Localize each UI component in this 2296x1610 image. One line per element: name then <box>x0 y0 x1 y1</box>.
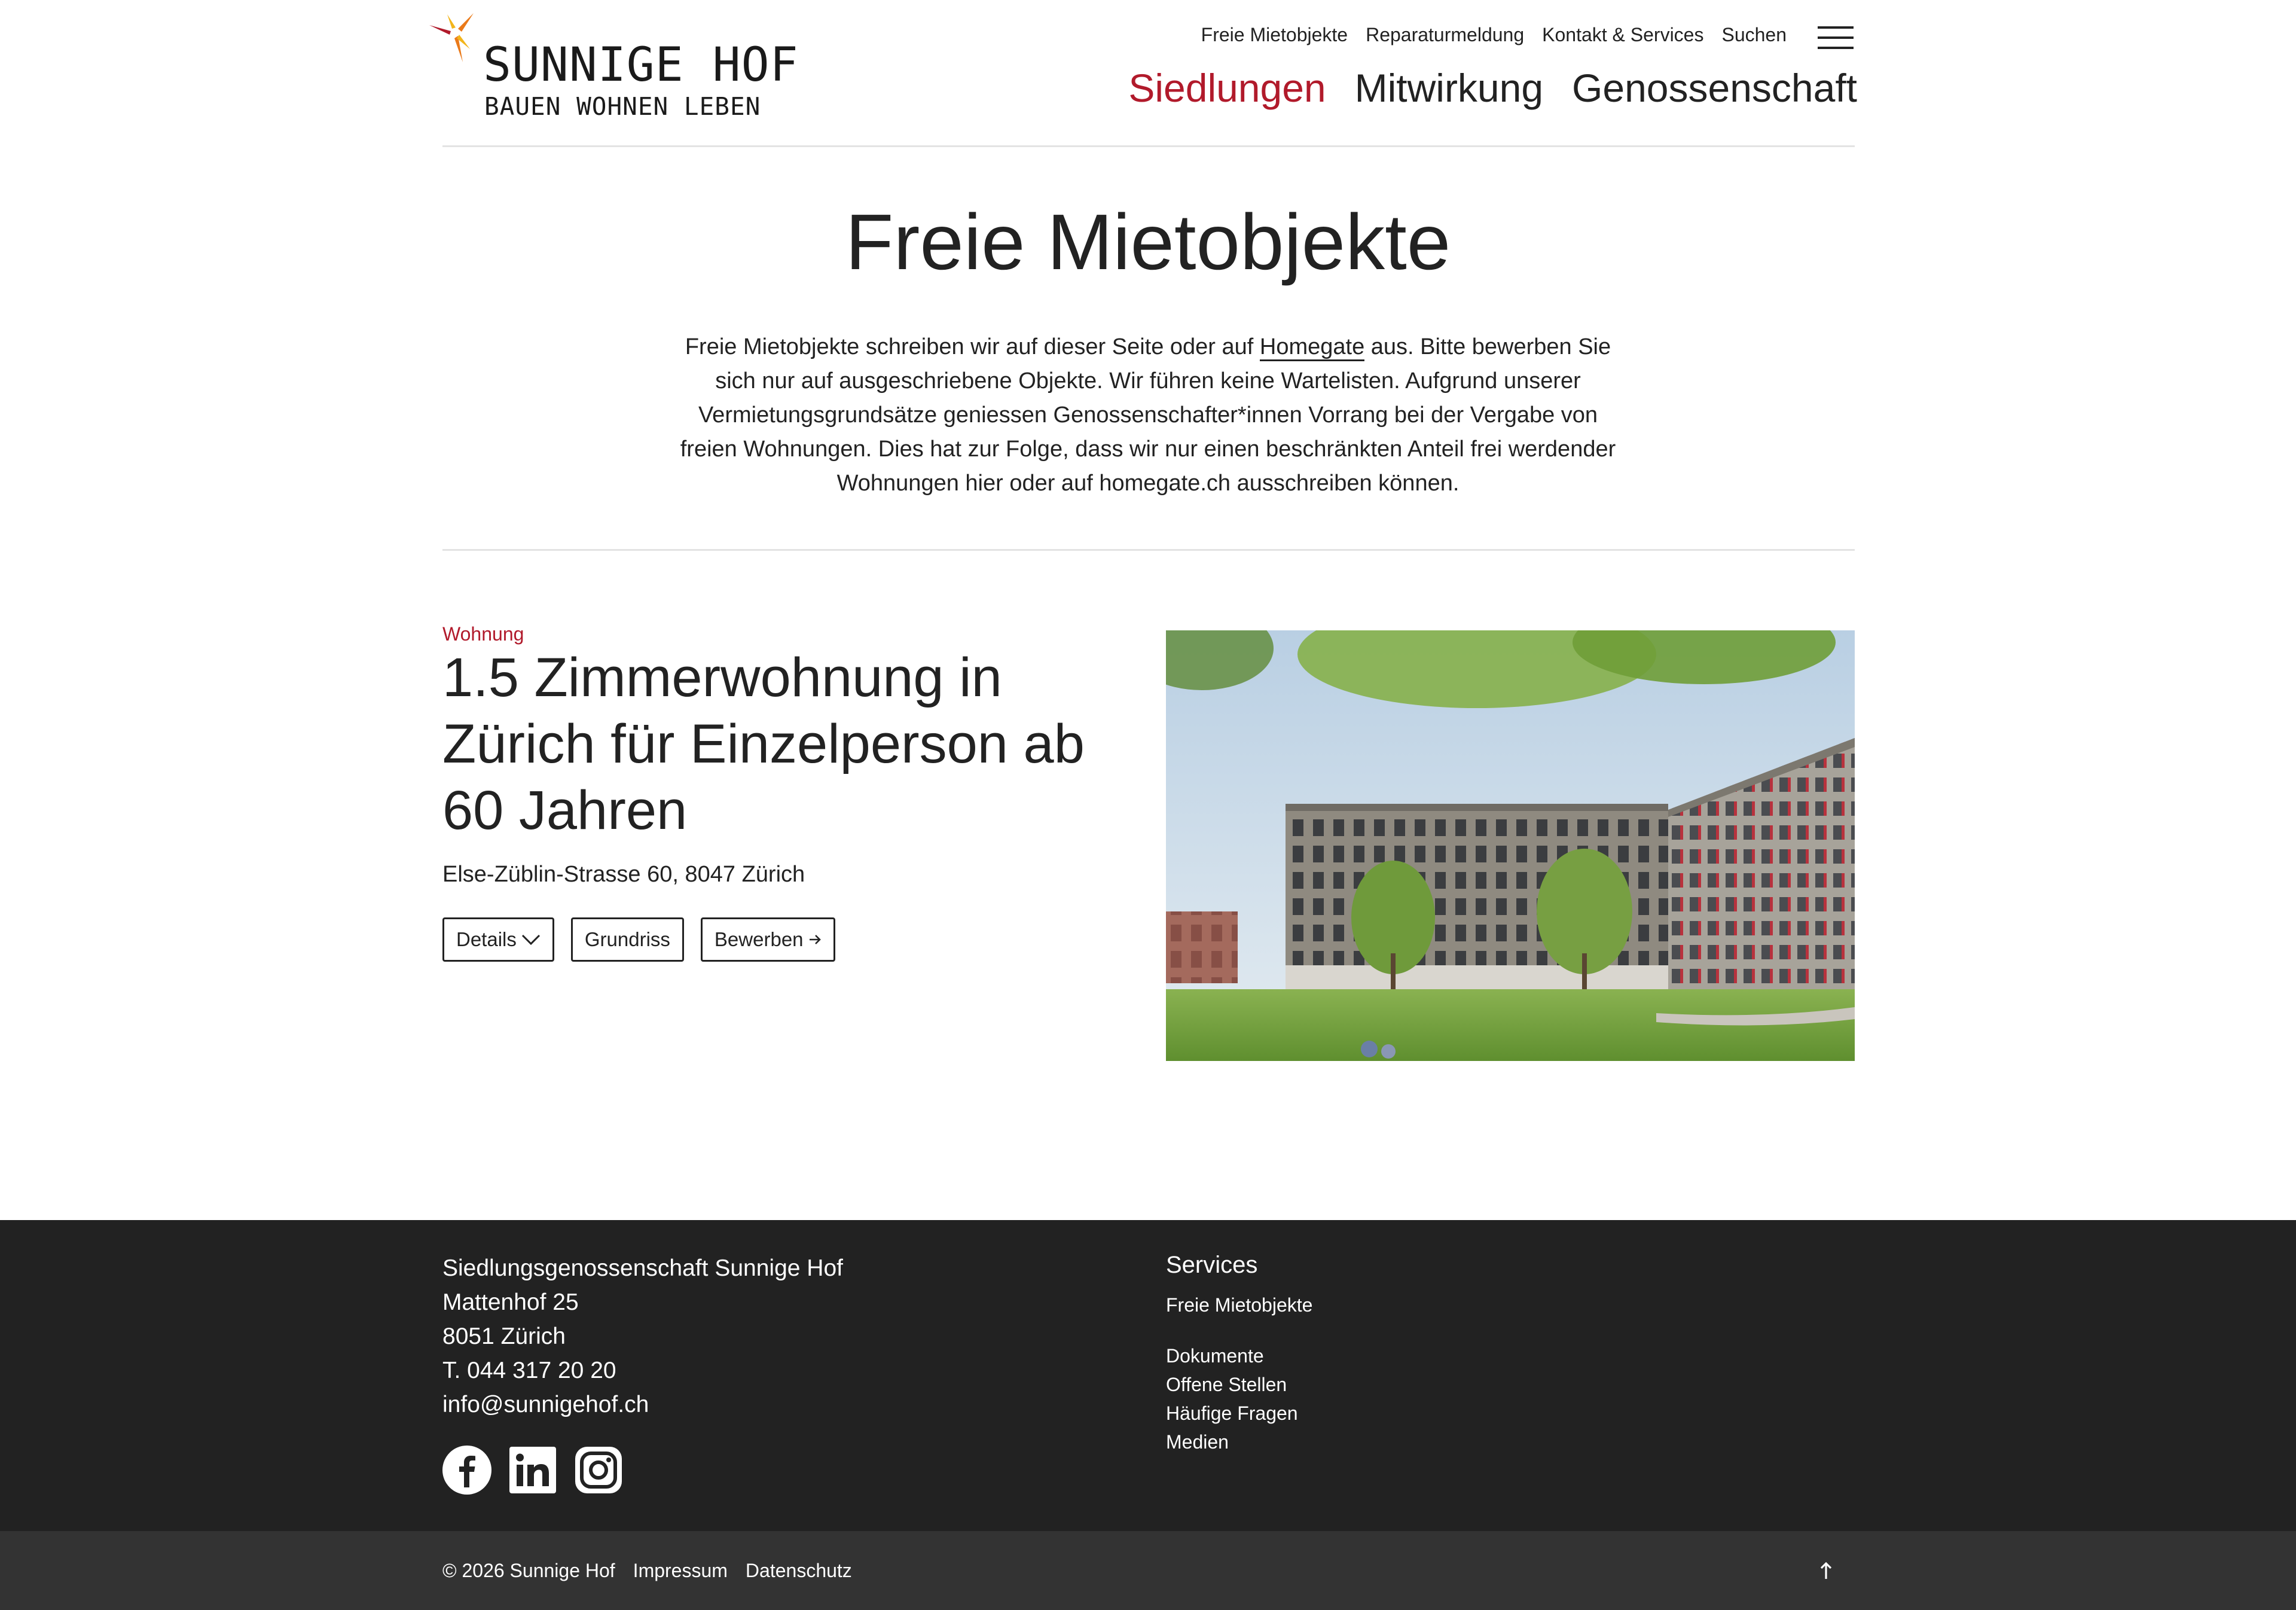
intro-text-start: Freie Mietobjekte schreiben wir auf dieser Seite oder auf <box>685 334 1260 359</box>
main-nav-mitwirkung[interactable]: Mitwirkung <box>1354 66 1544 110</box>
arrow-right-icon <box>808 933 822 946</box>
org-phone[interactable]: T. 044 317 20 20 <box>442 1358 616 1383</box>
legal-links <box>442 1557 852 1584</box>
linkedin-icon[interactable] <box>508 1446 557 1495</box>
page-title: Freie Mietobjekte <box>845 198 1451 286</box>
main-nav-siedlungen[interactable]: Siedlungen <box>1128 66 1326 110</box>
details-button-label: Details <box>456 928 517 950</box>
listing-address: Else-Züblin-Strasse 60, 8047 Zürich <box>442 862 805 887</box>
intro-divider <box>442 549 1855 551</box>
copyright: © 2026 Sunnige Hof <box>442 1560 615 1581</box>
org-email[interactable]: info@sunnigehof.ch <box>442 1392 649 1417</box>
listing-actions <box>442 917 835 962</box>
footer-address <box>442 1251 843 1422</box>
floorplan-button[interactable] <box>571 917 684 962</box>
logo-title: SUNNIGE HOF <box>483 38 799 92</box>
logo-tagline: BAUEN WOHNEN LEBEN <box>484 92 761 121</box>
bottom-bar <box>0 1531 2296 1610</box>
apply-button-label: Bewerben <box>714 928 804 950</box>
facebook-icon[interactable] <box>442 1446 491 1495</box>
org-name: Siedlungsgenossenschaft Sunnige Hof <box>442 1255 843 1281</box>
homegate-link[interactable]: Homegate <box>1260 334 1364 361</box>
listing-title[interactable]: 1.5 Zimmerwohnung in Zürich für Einzelperson ab 60 Jahren <box>442 647 1085 841</box>
utility-nav <box>1201 23 1787 47</box>
details-button[interactable] <box>442 917 554 962</box>
datenschutz-link[interactable]: Datenschutz <box>745 1560 852 1581</box>
footer-link-medien[interactable]: Medien <box>1166 1431 1229 1453</box>
footer-link-offene-stellen[interactable]: Offene Stellen <box>1166 1374 1287 1395</box>
listing-category: Wohnung <box>442 623 524 645</box>
listing-photo[interactable] <box>1166 630 1855 1061</box>
services-heading: Services <box>1166 1252 1258 1278</box>
instagram-icon[interactable] <box>574 1446 623 1495</box>
header-divider <box>442 145 1855 147</box>
floorplan-button-label: Grundriss <box>584 928 670 950</box>
intro-text <box>676 330 1620 501</box>
social-links <box>442 1446 623 1495</box>
footer-link-freie-mietobjekte[interactable]: Freie Mietobjekte <box>1166 1294 1313 1316</box>
nav-link-freie-mietobjekte[interactable]: Freie Mietobjekte <box>1201 24 1348 45</box>
services-list <box>1166 1341 1298 1456</box>
footer-link-haeufige-fragen[interactable]: Häufige Fragen <box>1166 1402 1298 1424</box>
main-nav <box>1128 63 1857 113</box>
building-rendering-image <box>1166 630 1855 1061</box>
arrow-up-icon[interactable] <box>1816 1557 1836 1584</box>
chevron-down-icon <box>521 933 541 946</box>
org-city: 8051 Zürich <box>442 1324 566 1349</box>
nav-link-reparaturmeldung[interactable]: Reparaturmeldung <box>1366 24 1525 45</box>
org-street: Mattenhof 25 <box>442 1289 579 1315</box>
footer-link-dokumente[interactable]: Dokumente <box>1166 1345 1264 1367</box>
site-footer <box>0 1220 2296 1531</box>
apply-button[interactable] <box>701 917 835 962</box>
main-nav-genossenschaft[interactable]: Genossenschaft <box>1572 66 1857 110</box>
nav-link-suchen[interactable]: Suchen <box>1721 24 1787 45</box>
intro-text-end: aus. Bitte bewerben Sie sich nur auf ausgeschriebene Objekte. Wir führen keine Wartelisten. Aufgrund unserer Vermietungsgrundsätze geniessen Genossenschafter*innen Vorrang bei der Vergabe von freien Wohnungen. Dies hat zur Folge, dass wir nur einen beschränkten Anteil frei werdender Wohnungen hier oder auf homegate.ch ausschreiben können. <box>680 334 1616 496</box>
nav-link-kontakt-services[interactable]: Kontakt & Services <box>1542 24 1704 45</box>
impressum-link[interactable]: Impressum <box>633 1560 728 1581</box>
site-logo[interactable] <box>428 11 799 124</box>
hamburger-icon[interactable] <box>1818 26 1854 49</box>
site-header <box>0 0 2296 147</box>
sun-logo-icon <box>428 11 482 65</box>
